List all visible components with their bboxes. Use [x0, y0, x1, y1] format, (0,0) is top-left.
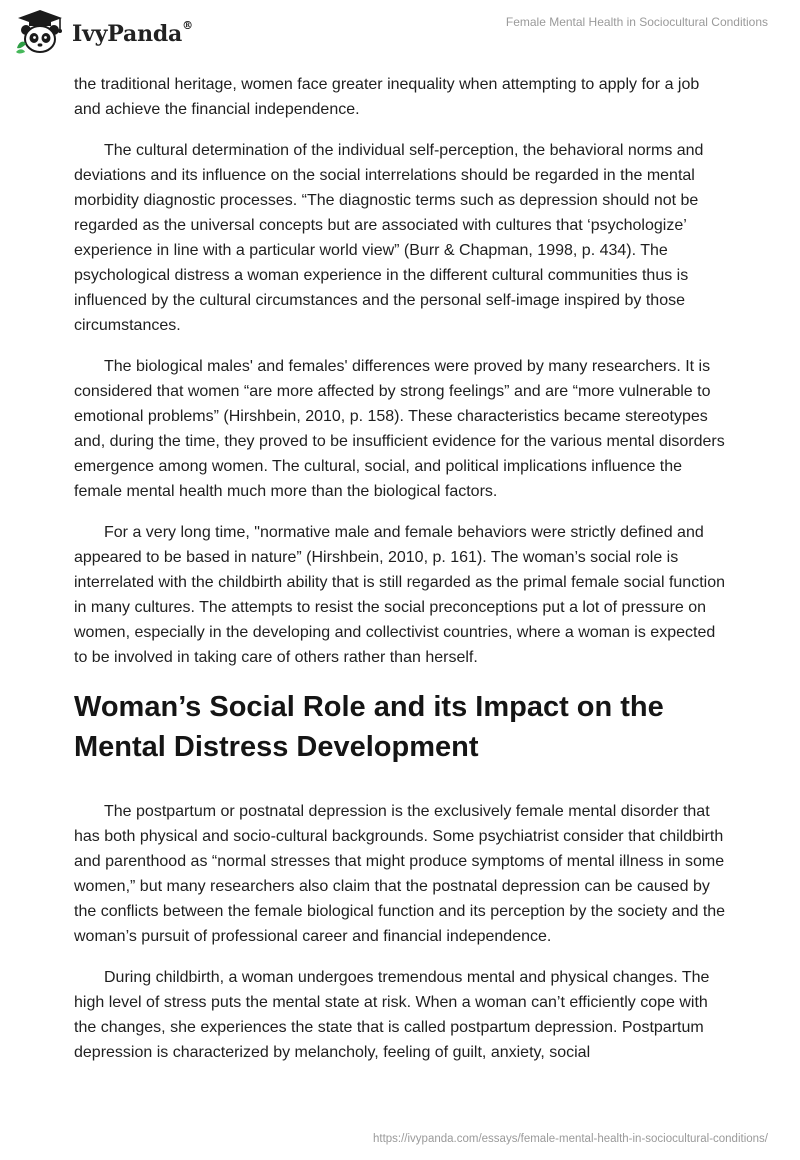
paragraph-4: For a very long time, "normative male and female behaviors were strictly defined and appeared to be based in nature” (Hirshbein, 2010, p. 161). The woman’s social role is interrelated with the childbirth ability that is still regarded as the primal female social function in many cultures. The attempts to resist the social preconceptions put a lot of pressure on women, especially in the developing and collectivist countries, where a woman is expected to be involved in taking care of others rather than herself. [74, 524, 725, 666]
document-title: Female Mental Health in Sociocultural Conditions [505, 15, 768, 29]
panda-graduate-icon [14, 8, 66, 56]
ivypanda-logo[interactable] [14, 8, 193, 56]
paragraph-5: The postpartum or postnatal depression is the exclusively female mental disorder that has both physical and socio-cultural backgrounds. Some psychiatrist consider that childbirth and parenthood as “normal stresses that might produce symptoms of mental illness in some women,” but many researchers also claim that the postnatal depression can be caused by the conflicts between the female biological function and its perception by the society and the woman’s pursuit of professional career and financial independence. [74, 803, 726, 945]
paragraph-1: the traditional heritage, women face greater inequality when attempting to apply for a job and achieve the financial independence. [74, 76, 700, 118]
paragraph-3: The biological males' and females' differences were proved by many researchers. It is considered that women “are more affected by strong feelings” and are “more vulnerable to emotional problems” (Hirshbein, 2010, p. 158). These characteristics became stereotypes and, during the time, they proved to be insufficient evidence for the various mental disorders emergence among women. The cultural, social, and political implications influence the female mental health much more than the biological factors. [74, 358, 725, 500]
source-url[interactable]: https://ivypanda.com/essays/female-mental-health-in-sociocultural-conditions/ [372, 1133, 768, 1145]
brand-name: IvyPanda® [72, 19, 193, 47]
paragraph-6: During childbirth, a woman undergoes tremendous mental and physical changes. The high level of stress puts the mental state at risk. When a woman can’t efficiently cope with the changes, she experiences the state that is called postpartum depression. Postpartum depression is characterized by melancholy, feeling of guilt, anxiety, social [74, 969, 710, 1061]
section-heading: Woman’s Social Role and its Impact on the Mental Distress Development [74, 691, 664, 763]
page-header [0, 0, 800, 70]
essay-body [74, 72, 726, 1081]
paragraph-2: The cultural determination of the individual self-perception, the behavioral norms and deviations and its influence on the social interrelations should be regarded in the mental morbidity diagnostic processes. “The diagnostic terms such as depression should not be regarded as the universal concepts but are associated with cultures that ‘psychologize’ experience in line with a particular world view” (Burr & Chapman, 1998, p. 434). The psychological distress a woman experience in the different cultural communities thus is influenced by the cultural circumstances and the personal self-image inspired by those circumstances. [74, 142, 704, 334]
